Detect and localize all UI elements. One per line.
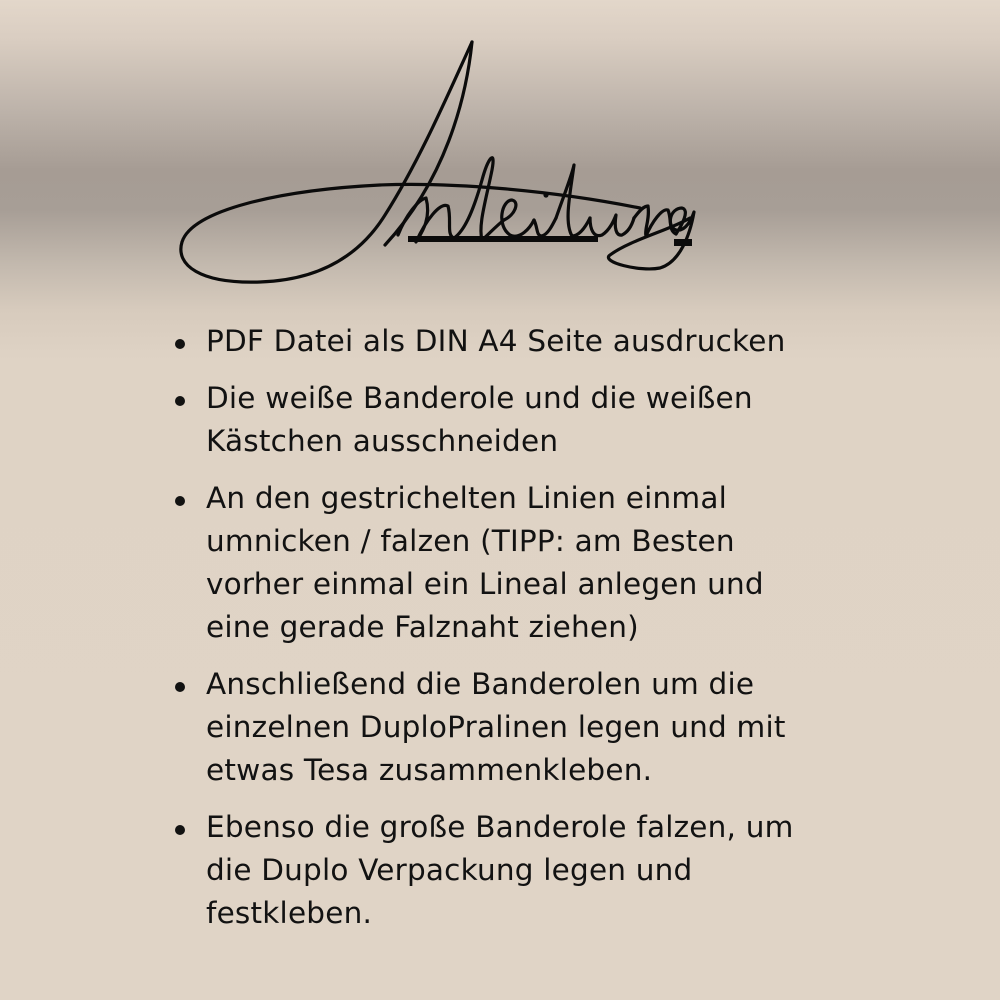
list-item [175, 377, 835, 463]
bullet-icon [175, 396, 185, 406]
list-item [175, 806, 835, 935]
step-text: PDF Datei als DIN A4 Seite ausdrucken [206, 324, 786, 358]
step-text: An den gestrichelten Linien einmal umnicken / falzen (TIPP: am Besten vorher einmal ein Lineal anlegen und eine gerade Falznaht ziehen) [206, 481, 764, 644]
bullet-icon [175, 682, 185, 692]
list-item [175, 663, 835, 792]
list-item [175, 477, 835, 649]
page-title [170, 30, 710, 290]
list-item [175, 320, 835, 363]
bullet-icon [175, 496, 185, 506]
step-text: Die weiße Banderole und die weißen Kästchen ausschneiden [206, 381, 753, 458]
bullet-icon [175, 339, 185, 349]
bullet-icon [175, 825, 185, 835]
step-text: Ebenso die große Banderole falzen, um die Duplo Verpackung legen und festkleben. [206, 810, 794, 930]
instructions-list [175, 320, 835, 949]
script-title-lettering [170, 30, 710, 290]
step-text: Anschließend die Banderolen um die einzelnen DuploPralinen legen und mit etwas Tesa zusammenkleben. [206, 667, 786, 787]
